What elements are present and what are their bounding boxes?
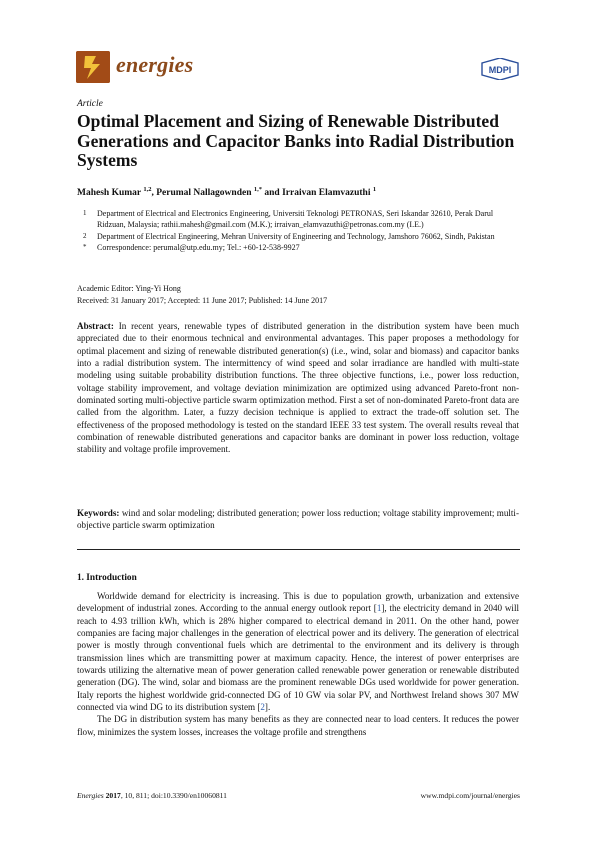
author-name: Mahesh Kumar: [77, 188, 141, 199]
affiliation-mark: 2: [83, 231, 87, 240]
article-metadata: [77, 283, 517, 306]
lightning-icon: [76, 51, 110, 83]
publication-dates: Received: 31 January 2017; Accepted: 11 June 2017; Published: 14 June 2017: [77, 295, 328, 305]
correspondence-text: Correspondence: perumal@utp.edu.my; Tel.: +60-12-538-9927: [97, 243, 300, 253]
affiliation-list: [77, 208, 517, 254]
paper-title: Optimal Placement and Sizing of Renewable Distributed Generations and Capacitor Banks into Radial Distribution Systems: [77, 111, 515, 170]
footer-volume-doi: , 10, 811; doi:10.3390/en10060811: [120, 791, 227, 800]
publisher-name: MDPI: [488, 65, 512, 75]
affiliation-item: [77, 208, 517, 231]
footer-year: 2017: [105, 791, 121, 800]
author-affiliation-mark: 1,*: [253, 186, 262, 193]
abstract-text: In recent years, renewable types of distributed generation in the distribution system have been much appreciated due to their enormous technical and environmental advantages. This paper proposes a methodology for optimal placement and sizing of renewable distributed generation(s) (i.e., wind, solar and biomass) and capacitor banks into a radial distribution system. The intermittency of wind speed and solar irradiance are handled with multi-state modeling using suitable probability distribution functions. The three objective functions, i.e., power loss reduction, voltage stability improvement, and voltage deviation minimization are optimized using advanced Pareto-front non-dominated sorting multi-objective particle swarm optimization method. First a set of non-dominated Pareto-front data are called from the algorithm. Later, a fuzzy decision technique is applied to extract the trade-off solution set. The effectiveness of the proposed methodology is tested on the standard IEEE 33 test system. The overall results reveal that combination of renewable distributed generations and capacitor banks are dominant in power loss reduction, voltage stability and voltage profile improvement.: [77, 321, 519, 455]
author-affiliation-mark: 1,2: [143, 186, 152, 193]
paragraph-text: Worldwide demand for electricity is increasing. This is due to population growth, urbanization and extensive development of industrial zones. According to the annual energy outlook report [: [77, 591, 519, 614]
citation-link[interactable]: 1: [376, 603, 382, 614]
paragraph: [77, 590, 519, 713]
author-separator: and: [261, 188, 283, 199]
abstract-label: Abstract:: [77, 321, 114, 331]
affiliation-item: [77, 242, 517, 253]
academic-editor: Academic Editor: Ying-Yi Hong: [77, 284, 181, 293]
abstract: [77, 320, 519, 456]
journal-name: energies: [116, 52, 194, 77]
footer-citation: [77, 791, 227, 800]
affiliation-text: Department of Electrical Engineering, Mehran University of Engineering and Technology, Jamshoro 76062, Sindh, Pakistan: [97, 231, 495, 241]
author-list: [77, 186, 517, 198]
affiliation-item: [77, 231, 517, 242]
affiliation-mark: 1: [83, 209, 87, 217]
paragraph-text: ].: [264, 702, 271, 713]
affiliation-text: Department of Electrical and Electronics Engineering, Universiti Teknologi PETRONAS, Seri Iskandar 32610, Perak Darul Ridzuan, Malaysia; rathii.mahesh@gmail.com (M.K.); irraivan_elamvazuthi@petronas.com.my (I.E.): [97, 209, 494, 230]
journal-logo-icon: [76, 51, 110, 83]
citation-link[interactable]: 2: [260, 702, 265, 713]
paragraph: The DG in distribution system has many benefits as they are connected near to load centers. It reduces the power flow, minimizes the system losses, increases the voltage profile and strengthens: [77, 714, 519, 737]
section-body: [77, 590, 519, 738]
author-name: Irraivan Elamvazuthi: [282, 188, 371, 199]
article-type: Article: [77, 99, 103, 109]
keywords: [77, 507, 519, 532]
keywords-text: wind and solar modeling; distributed generation; power loss reduction; voltage stability improvement; multi-objective particle swarm optimization: [77, 508, 519, 531]
section-divider: [77, 549, 520, 550]
affiliation-mark: *: [83, 243, 87, 252]
author-name: Perumal Nallagownden: [156, 188, 252, 199]
publisher-logo: [481, 58, 519, 80]
author-affiliation-mark: 1: [372, 186, 377, 193]
author-separator: ,: [151, 188, 157, 199]
paragraph-text: ], the electricity demand in 2040 will reach to 4.93 trillion kWh, which is 28% higher compared to electrical demand in 2011. On the other hand, power companies are facing major challenges in the generation of electrical power and its delivery. The generation of electrical power is mostly through conventional fuels which are detrimental to the environment and its delivery is through transmission lines which are transmitting power at maximum capacity. Hence, the interest of power enterprises are towards utilizing the alternative mean of power generation called renewable power generation or renewable distributed generation (DG). The wind, solar and biomass are the prominent renewable DGs used worldwide for power generation. Italy reports the highest worldwide grid-connected DG of 10 GW via solar PV, and Northwest Ireland shows 307 MW connected via wind DG to its distribution system [: [77, 603, 519, 713]
footer-url[interactable]: www.mdpi.com/journal/energies: [420, 791, 520, 800]
keywords-label: Keywords:: [77, 508, 120, 518]
footer-journal: Energies: [77, 791, 104, 800]
section-heading: 1. Introduction: [77, 573, 137, 583]
